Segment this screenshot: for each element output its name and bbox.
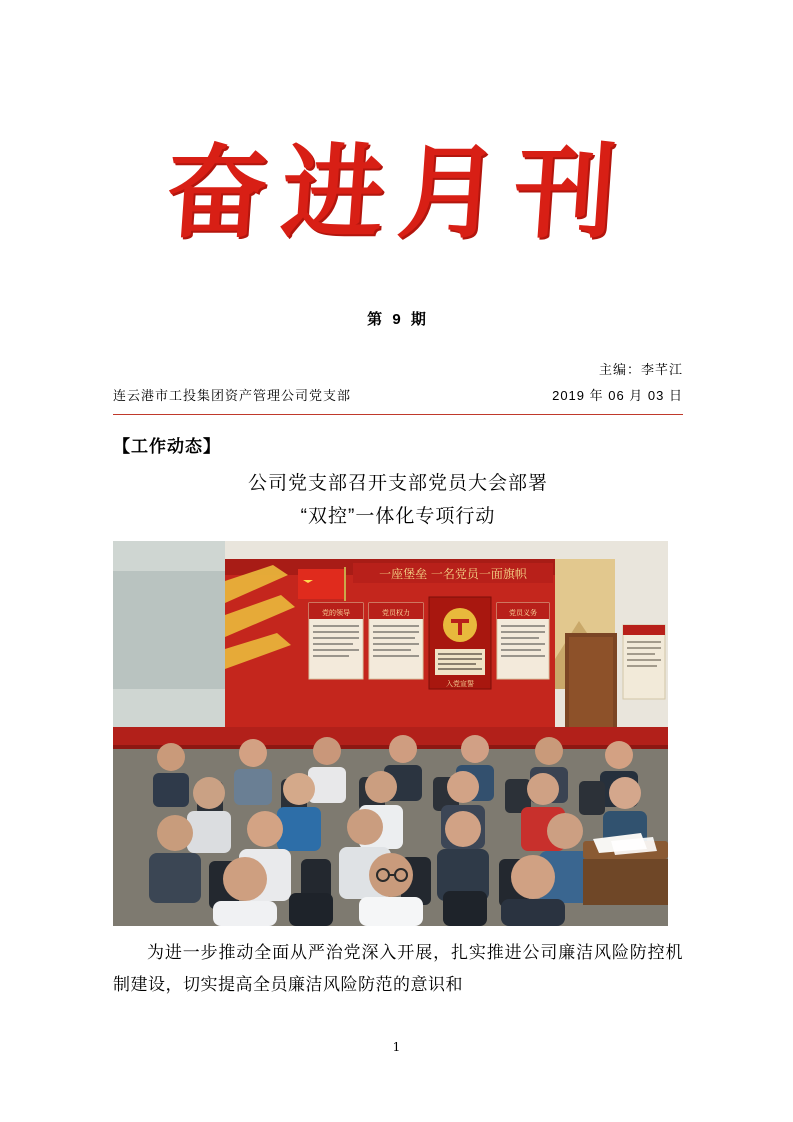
masthead: [113, 118, 683, 268]
article-headline: [113, 467, 683, 534]
article-photo: [113, 541, 668, 926]
section-tag: 【工作动态】: [113, 436, 221, 456]
publication-title: 奋进月刊: [161, 133, 635, 253]
article-paragraph: 为进一步推动全面从严治党深入开展，扎实推进公司廉洁风险防控机制建设，切实提高全员廉洁风险防范的意识和: [113, 943, 683, 995]
headline-line-1: 公司党支部召开支部党员大会部署: [247, 472, 548, 494]
issue-number: 第 9 期: [367, 311, 429, 328]
editor-in-chief: 主编：李芊江: [598, 362, 683, 377]
publication-date: 2019 年 06 月 03 日: [552, 388, 683, 403]
masthead-meta: [113, 385, 683, 408]
svg-text:一座堡垒 一名党员一面旗帜: 一座堡垒 一名党员一面旗帜: [379, 567, 527, 582]
meeting-photo-illustration: [113, 541, 668, 926]
headline-line-2: “双控”一体化专项行动: [300, 506, 496, 527]
header-divider: [113, 414, 683, 415]
organization-name: 连云港市工投集团资产管理公司党支部: [113, 388, 352, 403]
page-content: [113, 0, 683, 1122]
svg-text:党的领导: 党的领导: [322, 609, 350, 618]
svg-text:党员义务: 党员义务: [509, 609, 537, 618]
page-number: 1: [392, 1040, 401, 1054]
svg-text:入党宣誓: 入党宣誓: [446, 680, 474, 689]
svg-text:党员权力: 党员权力: [382, 609, 410, 618]
